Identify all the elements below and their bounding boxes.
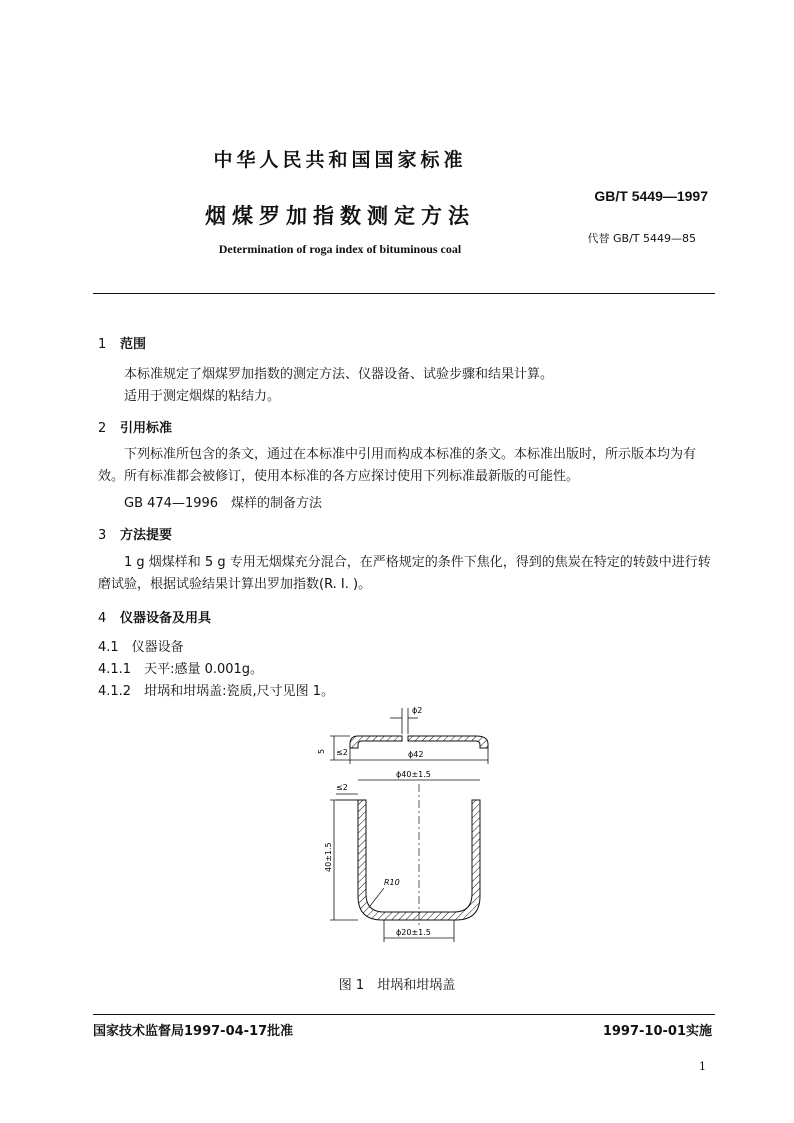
figure-caption: 图 1 坩埚和坩埚盖 [338, 978, 456, 993]
replaces-note: 代替 GB/T 5449—85 [587, 232, 696, 245]
clause-4-1-1: 4.1.1 天平:感量 0.001g。 [98, 662, 264, 677]
crucible-drawing [300, 700, 520, 960]
clause-4-1: 4.1 仪器设备 [98, 640, 184, 655]
dim-wall-text: ≤2 [336, 783, 348, 792]
section-title: 仪器设备及用具 [120, 611, 212, 626]
footer-rule [93, 1014, 715, 1015]
document-title-cn: 烟煤罗加指数测定方法 [205, 204, 475, 228]
document-title-en: Determination of roga index of bituminous coal [218, 242, 462, 256]
section-1-paragraph-2: 适用于测定烟煤的粘结力。 [124, 389, 281, 404]
page-number: 1 [699, 1060, 706, 1073]
section-4-heading [98, 607, 211, 626]
dim-slot-text: ϕ2 [412, 706, 423, 715]
national-standard-title: 中华人民共和国国家标准 [213, 149, 467, 171]
section-3-paragraph-1: 1 g 烟煤样和 5 g 专用无烟煤充分混合，在严格规定的条件下焦化，得到的焦炭在特定的转鼓中进行转磨试验，根据试验结果计算出罗加指数(R. I. )。 [98, 555, 711, 592]
dim-top-dia-text: ϕ40±1.5 [396, 770, 431, 779]
section-2-reference: GB 474—1996 煤样的制备方法 [124, 496, 323, 511]
dim-lid-step-text: ≤2 [336, 748, 348, 757]
crucible-lid [350, 736, 488, 748]
section-title: 引用标准 [120, 421, 173, 436]
section-title: 方法提要 [120, 528, 173, 543]
section-3-heading [98, 524, 172, 543]
section-1-heading [98, 333, 146, 352]
section-title: 范围 [120, 337, 147, 352]
clause-4-1-2: 4.1.2 坩埚和坩埚盖:瓷质,尺寸见图 1。 [98, 684, 334, 699]
slot-dimension [390, 706, 422, 734]
effective-date: 1997-10-01实施 [602, 1024, 712, 1039]
section-number: 2 [98, 421, 107, 436]
dim-lid-height-text: 5 [317, 748, 326, 754]
dim-height-text: 40±1.5 [324, 842, 333, 872]
section-2-heading [98, 417, 172, 436]
dim-lid-dia-text: ϕ42 [408, 750, 424, 759]
approval-date: 国家技术监督局1997-04-17批准 [93, 1024, 294, 1039]
dim-radius-text: R10 [384, 878, 400, 887]
section-2-paragraph-1: 下列标准所包含的条文，通过在本标准中引用而构成本标准的条文。本标准出版时，所示版本均为有效。所有标准都会被修订，使用本标准的各方应探讨使用下列标准最新版的可能性。 [98, 447, 697, 484]
section-1-paragraph-1: 本标准规定了烟煤罗加指数的测定方法、仪器设备、试验步骤和结果计算。 [124, 367, 554, 382]
section-number: 4 [98, 611, 107, 626]
dim-bottom-dia-text: ϕ20±1.5 [396, 928, 431, 937]
header-rule [93, 293, 715, 294]
section-number: 3 [98, 528, 107, 543]
section-number: 1 [98, 337, 107, 352]
standard-code: GB/T 5449—1997 [594, 188, 708, 204]
